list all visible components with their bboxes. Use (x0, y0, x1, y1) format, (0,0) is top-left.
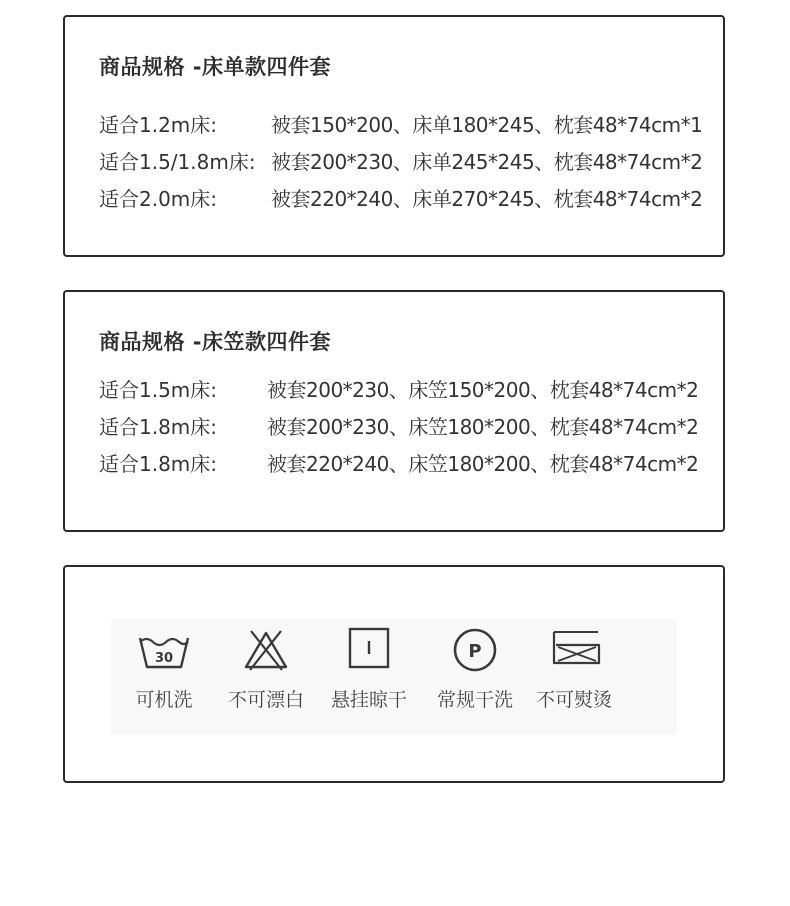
care-item-line-dry (314, 619, 424, 735)
care-label: 不可熨烫 (535, 689, 612, 711)
no-bleach-icon (236, 623, 296, 675)
care-label: 不可漂白 (227, 689, 304, 711)
spec-size-value: 被套200*230、床笠180*200、枕套48*74cm*2 (267, 415, 699, 439)
care-label: 常规干洗 (436, 689, 513, 711)
care-label: 悬挂晾干 (330, 689, 407, 711)
spec-size-value: 被套150*200、床单180*245、枕套48*74cm*1 (271, 113, 703, 137)
care-item-dry-clean (420, 619, 530, 735)
dry-clean-letter: P (468, 641, 482, 662)
care-item-no-iron (519, 619, 629, 735)
spec-title: 商品规格 -床单款四件套 (99, 55, 332, 79)
spec-size-label: 适合2.0m床: (99, 187, 218, 211)
spec-size-label: 适合1.8m床: (99, 452, 218, 476)
care-panel (111, 619, 677, 735)
spec-size-label: 适合1.5/1.8m床: (99, 150, 256, 174)
spec-size-value: 被套220*240、床单270*245、枕套48*74cm*2 (271, 187, 703, 211)
care-label: 可机洗 (135, 689, 193, 711)
spec-size-label: 适合1.2m床: (99, 113, 218, 137)
wash-temp-text: 30 (154, 651, 174, 666)
spec-size-value: 被套200*230、床单245*245、枕套48*74cm*2 (271, 150, 703, 174)
spec-card-fitted (63, 290, 725, 532)
care-item-no-bleach (211, 619, 321, 735)
line-dry-icon (339, 623, 399, 675)
machine-wash-30-icon (134, 623, 194, 675)
care-item-machine-wash (109, 619, 219, 735)
spec-title: 商品规格 -床笠款四件套 (99, 330, 332, 354)
spec-size-label: 适合1.8m床: (99, 415, 218, 439)
spec-size-value: 被套220*240、床笠180*200、枕套48*74cm*2 (267, 452, 699, 476)
dry-clean-p-icon (445, 623, 505, 675)
spec-card-sheet (63, 15, 725, 257)
spec-size-label: 适合1.5m床: (99, 378, 218, 402)
care-card (63, 565, 725, 783)
spec-size-value: 被套200*230、床笠150*200、枕套48*74cm*2 (267, 378, 699, 402)
no-iron-icon (544, 623, 604, 675)
